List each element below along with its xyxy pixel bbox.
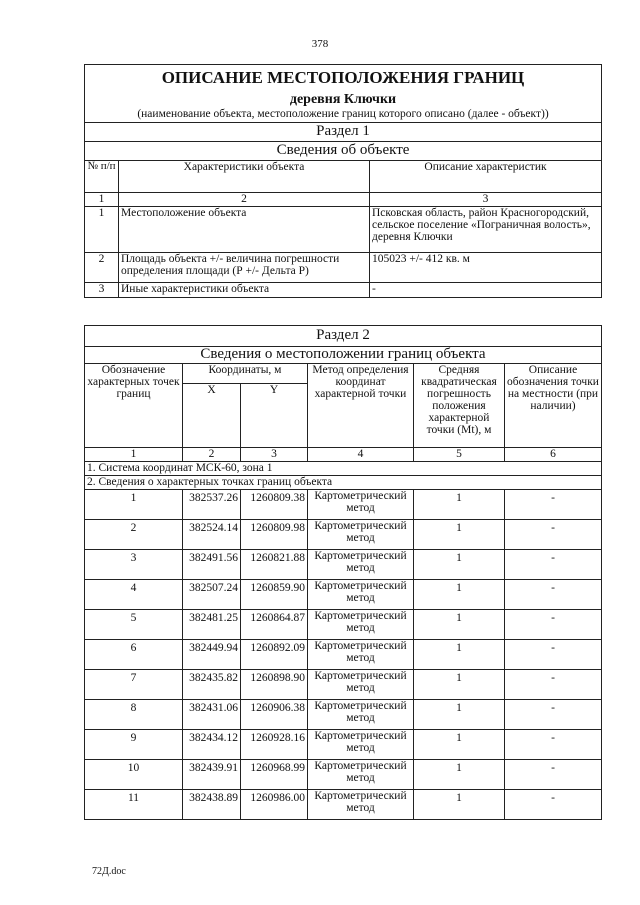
point-method: Картометрический метод — [308, 520, 414, 550]
section2-heading: Сведения о местоположении границ объекта — [85, 347, 602, 364]
table-row — [85, 640, 602, 670]
col-header-description: Описание характеристик — [370, 160, 602, 192]
header-y: Y — [241, 384, 308, 448]
row-number: 3 — [85, 282, 119, 297]
header-points: Обозначение характерных точек границ — [85, 364, 183, 448]
point-number: 7 — [85, 670, 183, 700]
coord-y: 1260821.88 — [241, 550, 308, 580]
row-number: 2 — [85, 252, 119, 282]
coord-y: 1260898.90 — [241, 670, 308, 700]
header-mt: Средняя квадратическая погрешность положения характерной точки (Mt), м — [414, 364, 505, 448]
header-coordinates: Координаты, м — [183, 364, 308, 384]
point-description: - — [505, 490, 602, 520]
point-method: Картометрический метод — [308, 640, 414, 670]
row-description: - — [370, 282, 602, 297]
coord-y: 1260986.00 — [241, 790, 308, 820]
table-row — [85, 610, 602, 640]
point-description: - — [505, 700, 602, 730]
coord-y: 1260809.38 — [241, 490, 308, 520]
table-row — [85, 252, 602, 282]
col-header-characteristics: Характеристики объекта — [119, 160, 370, 192]
point-method: Картометрический метод — [308, 730, 414, 760]
col-number: 2 — [119, 192, 370, 206]
point-number: 4 — [85, 580, 183, 610]
table-row — [85, 490, 602, 520]
point-number: 2 — [85, 520, 183, 550]
footer-filename: 72Д.doc — [92, 866, 126, 877]
col-number: 5 — [414, 448, 505, 462]
coord-y: 1260809.98 — [241, 520, 308, 550]
coord-y: 1260906.38 — [241, 700, 308, 730]
point-number: 9 — [85, 730, 183, 760]
table-row — [85, 282, 602, 297]
col-number: 3 — [370, 192, 602, 206]
point-number: 8 — [85, 700, 183, 730]
section1-name: Раздел 1 — [85, 122, 602, 141]
point-mt: 1 — [414, 520, 505, 550]
page-number: 378 — [311, 38, 329, 50]
point-description: - — [505, 580, 602, 610]
header-x: X — [183, 384, 241, 448]
row-description: Псковская область, район Красногородский, сельское поселение «Пограничная волость», деревня Ключки — [370, 206, 602, 252]
point-description: - — [505, 550, 602, 580]
coord-x: 382491.56 — [183, 550, 241, 580]
coord-x: 382435.82 — [183, 670, 241, 700]
point-method: Картометрический метод — [308, 670, 414, 700]
table-row — [85, 520, 602, 550]
point-number: 6 — [85, 640, 183, 670]
point-description: - — [505, 640, 602, 670]
col-number: 3 — [241, 448, 308, 462]
row-description: 105023 +/- 412 кв. м — [370, 252, 602, 282]
table-row — [85, 730, 602, 760]
row-number: 1 — [85, 206, 119, 252]
point-mt: 1 — [414, 640, 505, 670]
table-row — [85, 580, 602, 610]
table-row — [85, 790, 602, 820]
table-row — [85, 700, 602, 730]
point-method: Картометрический метод — [308, 580, 414, 610]
point-description: - — [505, 670, 602, 700]
point-number: 10 — [85, 760, 183, 790]
coord-x: 382507.24 — [183, 580, 241, 610]
table-row — [85, 550, 602, 580]
coord-x: 382537.26 — [183, 490, 241, 520]
row-characteristic: Площадь объекта +/- величина погрешности определения площади (Р +/- Дельта Р) — [119, 252, 370, 282]
boundary-points-table — [84, 325, 602, 820]
table-row — [85, 206, 602, 252]
row-characteristic: Местоположение объекта — [119, 206, 370, 252]
point-method: Картометрический метод — [308, 700, 414, 730]
point-method: Картометрический метод — [308, 760, 414, 790]
coord-x: 382431.06 — [183, 700, 241, 730]
point-mt: 1 — [414, 700, 505, 730]
coord-y: 1260859.90 — [241, 580, 308, 610]
point-mt: 1 — [414, 550, 505, 580]
table-row — [85, 670, 602, 700]
point-description: - — [505, 790, 602, 820]
coord-y: 1260968.99 — [241, 760, 308, 790]
coordinate-system: 1. Система координат МСК-60, зона 1 — [85, 462, 602, 476]
point-mt: 1 — [414, 490, 505, 520]
coord-x: 382439.91 — [183, 760, 241, 790]
document-subtitle: деревня Ключки — [289, 91, 397, 107]
point-description: - — [505, 520, 602, 550]
col-number: 1 — [85, 192, 119, 206]
point-description: - — [505, 610, 602, 640]
object-info-table — [84, 64, 602, 298]
section1-heading: Сведения об объекте — [85, 141, 602, 160]
section2-name: Раздел 2 — [85, 326, 602, 347]
point-method: Картометрический метод — [308, 490, 414, 520]
point-mt: 1 — [414, 730, 505, 760]
point-description: - — [505, 760, 602, 790]
point-mt: 1 — [414, 580, 505, 610]
col-number: 6 — [505, 448, 602, 462]
points-body — [85, 490, 602, 820]
point-method: Картометрический метод — [308, 610, 414, 640]
coord-x: 382449.94 — [183, 640, 241, 670]
coord-y: 1260892.09 — [241, 640, 308, 670]
coord-y: 1260864.87 — [241, 610, 308, 640]
coord-x: 382481.25 — [183, 610, 241, 640]
point-method: Картометрический метод — [308, 550, 414, 580]
point-number: 11 — [85, 790, 183, 820]
table-row — [85, 760, 602, 790]
coord-x: 382438.89 — [183, 790, 241, 820]
point-number: 5 — [85, 610, 183, 640]
point-mt: 1 — [414, 670, 505, 700]
coord-y: 1260928.16 — [241, 730, 308, 760]
document-title: ОПИСАНИЕ МЕСТОПОЛОЖЕНИЯ ГРАНИЦ — [161, 68, 525, 87]
header-method: Метод определения координат характерной точки — [308, 364, 414, 448]
point-method: Картометрический метод — [308, 790, 414, 820]
point-mt: 1 — [414, 760, 505, 790]
points-section-title: 2. Сведения о характерных точках границ объекта — [85, 476, 602, 490]
col-number: 1 — [85, 448, 183, 462]
col-number: 2 — [183, 448, 241, 462]
col-header-number: № п/п — [85, 160, 119, 192]
row-characteristic: Иные характеристики объекта — [119, 282, 370, 297]
header-point-description: Описание обозначения точки на местности (при наличии) — [505, 364, 602, 448]
document-subtitle-note: (наименование объекта, местоположение границ которого описано (далее - объект)) — [137, 107, 549, 120]
point-number: 1 — [85, 490, 183, 520]
coord-x: 382434.12 — [183, 730, 241, 760]
point-mt: 1 — [414, 790, 505, 820]
point-mt: 1 — [414, 610, 505, 640]
document-title-block — [85, 65, 602, 123]
col-number: 4 — [308, 448, 414, 462]
coord-x: 382524.14 — [183, 520, 241, 550]
point-number: 3 — [85, 550, 183, 580]
point-description: - — [505, 730, 602, 760]
